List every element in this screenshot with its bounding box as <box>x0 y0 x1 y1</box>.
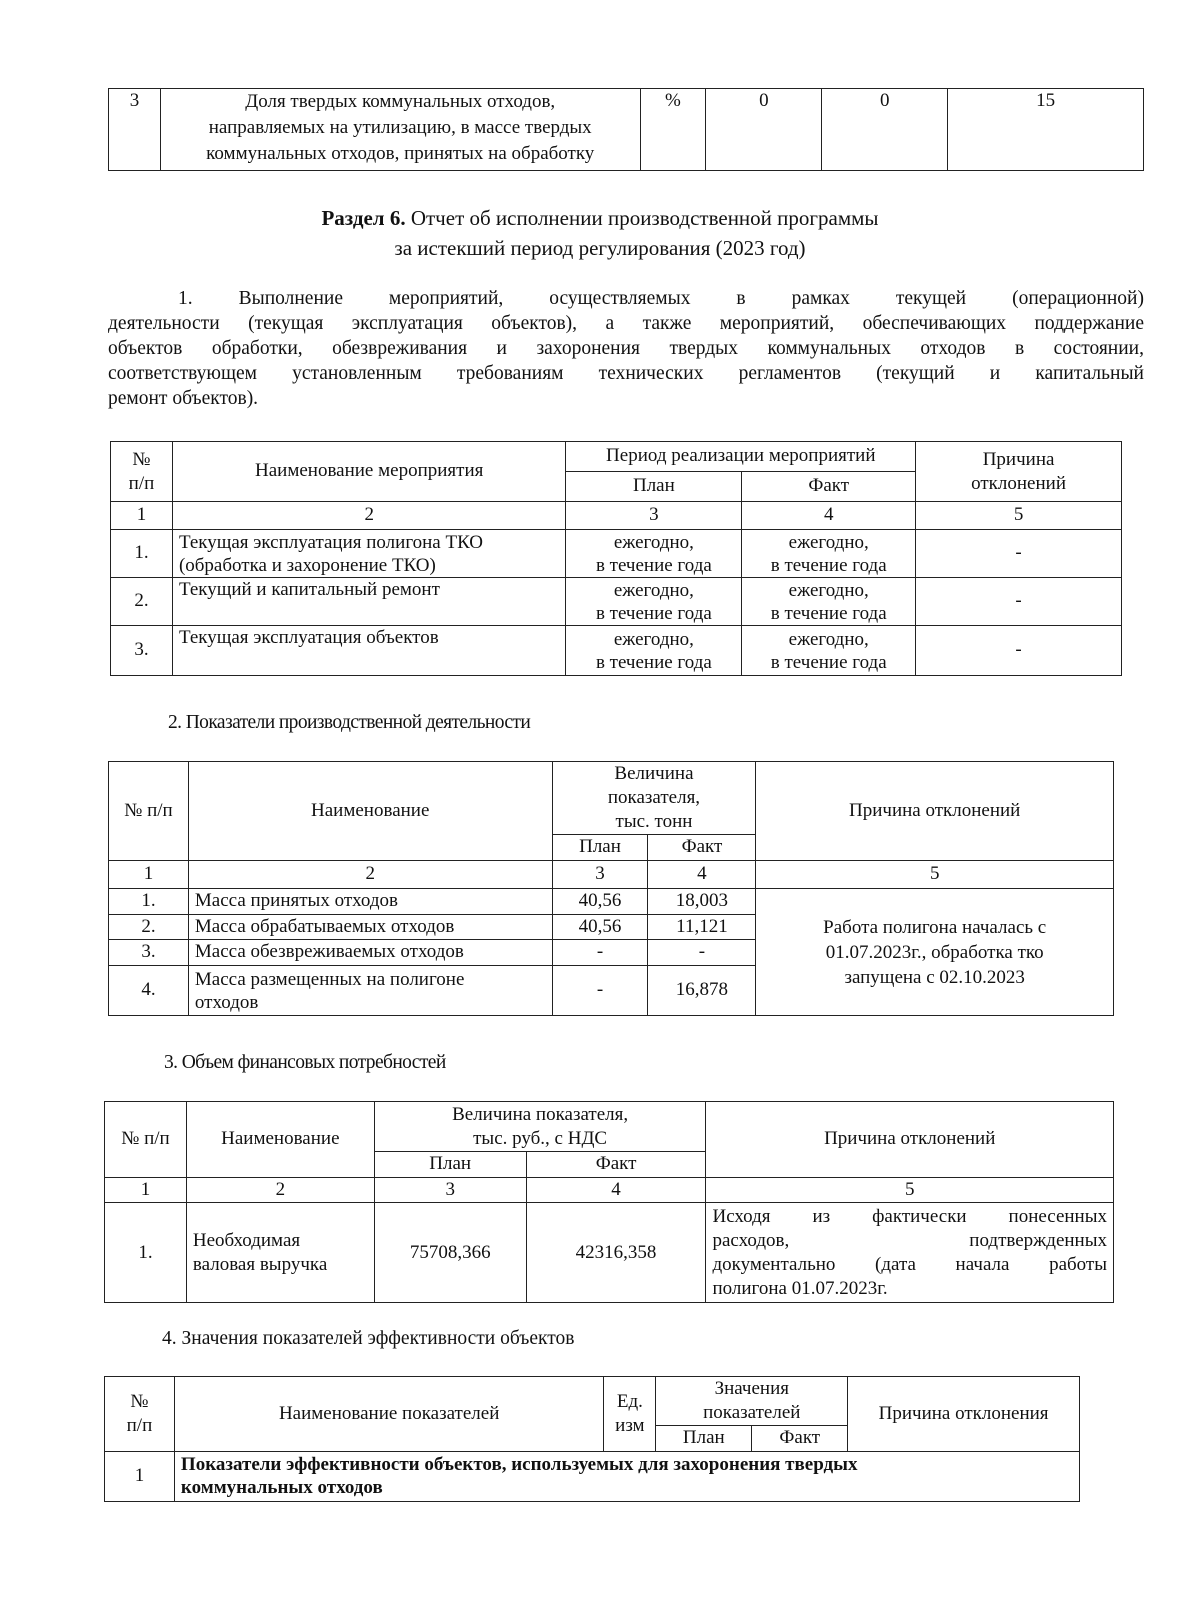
section-subtitle: за истекший период регулирования (2023 год) <box>394 236 806 260</box>
activities-table <box>110 441 1122 676</box>
row-number: 3 <box>109 89 161 171</box>
header-plan: План <box>566 472 742 502</box>
header-reason: Причина отклонений <box>916 442 1122 502</box>
table-row: 3. Текущая эксплуатация объектов ежегодно, в течение года ежегодно, в течение года - <box>111 626 1122 676</box>
header-reason: Причина отклонений <box>756 762 1114 861</box>
indicator-name: Доля твердых коммунальных отходов, направляемых на утилизацию, в массе твердых коммунальных отходов, принятых на обработку <box>160 89 640 171</box>
header-num: № п/п <box>111 442 173 502</box>
section-title-text: Отчет об исполнении производственной программы <box>405 206 879 230</box>
header-fact: Факт <box>752 1426 848 1452</box>
header-value: Величина показателя, тыс. тонн <box>552 762 756 835</box>
value-cell: 0 <box>822 89 948 171</box>
table-row <box>109 89 1144 171</box>
table-row: 4. Масса размещенных на полигоне отходов - 16,878 <box>109 966 1114 1016</box>
table-row: 1 Показатели эффективности объектов, используемых для захоронения твердых коммунальных отходов <box>105 1451 1080 1501</box>
header-fact: Факт <box>648 835 756 861</box>
header-reason: Причина отклонений <box>706 1102 1114 1178</box>
reason-cell: Работа полигона началась с 01.07.2023г., обработка тко запущена с 02.10.2023 <box>756 889 1114 1016</box>
section-title <box>0 203 1200 233</box>
heading-financial: 3. Объем финансовых потребностей <box>164 1052 446 1073</box>
heading-efficiency: 4. Значения показателей эффективности объектов <box>162 1328 575 1349</box>
header-unit: Ед. изм <box>604 1377 656 1452</box>
top-table <box>108 88 1144 171</box>
column-numbers: 1 2 3 4 5 <box>109 861 1114 889</box>
header-name: Наименование <box>186 1102 374 1178</box>
reason-cell: Исходя из фактически понесенных расходов, подтвержденных документально (дата начала работы полигона 01.07.2023г. <box>706 1203 1114 1303</box>
header-plan: План <box>552 835 648 861</box>
header-name: Наименование показателей <box>174 1377 603 1452</box>
header-plan: План <box>374 1152 526 1178</box>
table-row: 2. Масса обрабатываемых отходов 40,56 11,121 <box>109 914 1114 940</box>
header-fact: Факт <box>526 1152 706 1178</box>
section-number: Раздел 6. <box>321 206 406 230</box>
header-fact: Факт <box>742 472 916 502</box>
header-plan: План <box>656 1426 752 1452</box>
header-num: № п/п <box>105 1102 187 1178</box>
header-name: Наименование мероприятия <box>172 442 566 502</box>
paragraph-1: 1. Выполнение мероприятий, осуществляемых в рамках текущей (операционной) деятельности (текущая эксплуатация объектов), а также мероприятий, обеспечивающих поддержание объектов обработки, обезвреживания и захоронения твердых коммунальных отходов в состоянии, соответствующем установленным требованиям технических регламентов (текущий и капитальный ремонт объектов). <box>108 288 1144 409</box>
header-reason: Причина отклонения <box>848 1377 1080 1452</box>
value-cell: 15 <box>948 89 1144 171</box>
table-row: 1. Масса принятых отходов 40,56 18,003 Работа полигона началась с 01.07.2023г., обработка тко запущена с 02.10.2023 <box>109 889 1114 915</box>
header-name: Наименование <box>188 762 552 861</box>
table-row: 1. Необходимая валовая выручка 75708,366 42316,358 Исходя из фактически понесенных расходов, подтвержденных документально (дата начала работы полигона 01.07.2023г. <box>105 1203 1114 1303</box>
header-value: Величина показателя, тыс. руб., с НДС <box>374 1102 706 1152</box>
group-heading: Показатели эффективности объектов, используемых для захоронения твердых коммунальных отходов <box>174 1451 1079 1501</box>
heading-production: 2. Показатели производственной деятельности <box>168 712 531 733</box>
financial-table <box>104 1101 1114 1303</box>
value-cell: 0 <box>706 89 822 171</box>
header-num: № п/п <box>105 1377 175 1452</box>
efficiency-table <box>104 1376 1080 1502</box>
header-num: № п/п <box>109 762 189 861</box>
table-row: 1. Текущая эксплуатация полигона ТКО (обработка и захоронение ТКО) ежегодно, в течение года ежегодно, в течение года - <box>111 530 1122 578</box>
table-row: 3. Масса обезвреживаемых отходов - - <box>109 940 1114 966</box>
column-numbers: 1 2 3 4 5 <box>105 1177 1114 1203</box>
table-row: 2. Текущий и капитальный ремонт ежегодно, в течение года ежегодно, в течение года - <box>111 578 1122 626</box>
unit-cell: % <box>640 89 706 171</box>
production-table <box>108 761 1114 1016</box>
header-period: Период реализации мероприятий <box>566 442 916 472</box>
header-values: Значения показателей <box>656 1377 848 1426</box>
column-numbers: 1 2 3 4 5 <box>111 502 1122 530</box>
